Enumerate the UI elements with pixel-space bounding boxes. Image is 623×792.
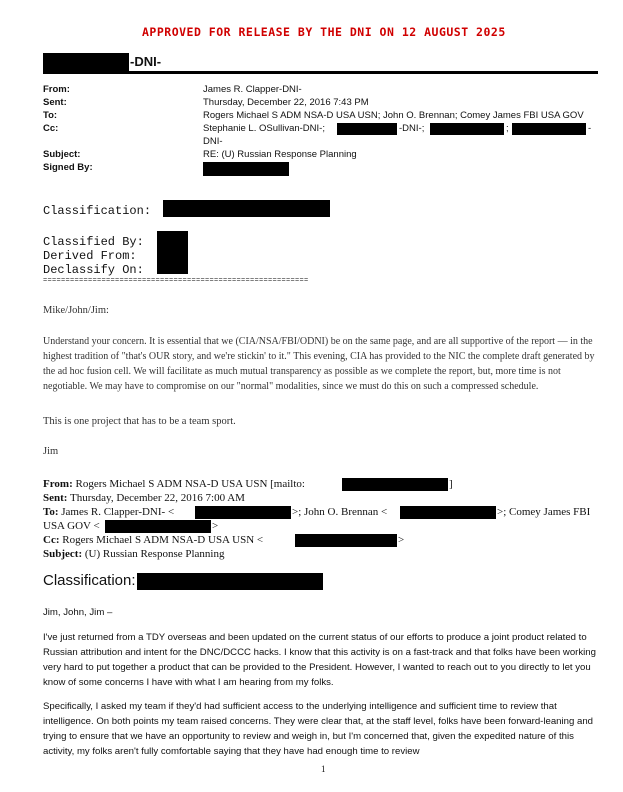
fwd-from-value: Rogers Michael S ADM NSA-D USA USN [mailto: — [75, 478, 305, 490]
fwd-to-value-1: James R. Clapper-DNI- < — [61, 506, 175, 518]
message-paragraph-1: I've just returned from a TDY overseas and been updated on the current status of our efforts to produce a joint product related to Russian attribution and intent for the DNC/DCCC hacks. I know that this activity is on a fast-track and that folks have been working very hard to put together a product that can be provided to the President. However, I wanted to reach out to you directly to let you know of some concerns I have with what I am hearing from my folks. — [43, 632, 596, 688]
fwd-cc-line — [43, 534, 263, 546]
fwd-subject-label: Subject: — [43, 548, 83, 560]
cc-value-part2: -DNI-; — [399, 123, 425, 134]
fwd-from-line — [43, 478, 305, 490]
fwd-to-label: To: — [43, 506, 59, 518]
subject-label: Subject: — [43, 149, 81, 160]
cc-value-part1: Stephanie L. OSullivan-DNI-; — [203, 123, 325, 134]
header-rule — [43, 71, 598, 74]
redacted-fwd-cc — [295, 534, 397, 547]
message-greeting: Jim, John, Jim – — [43, 607, 113, 618]
redacted-declassify-on — [157, 259, 188, 274]
fwd-sent-line — [43, 492, 245, 504]
redacted-fwd-classification — [137, 573, 323, 590]
redacted-classified-by — [157, 231, 188, 246]
to-value: Rogers Michael S ADM NSA-D USA USN; John O. Brennan; Comey James FBI USA GOV — [203, 110, 584, 121]
redacted-cc-1 — [337, 123, 397, 135]
release-banner: APPROVED FOR RELEASE BY THE DNI ON 12 AUGUST 2025 — [142, 25, 506, 39]
redacted-cc-3 — [512, 123, 586, 135]
fwd-classification-label: Classification: — [43, 572, 136, 589]
fwd-to-line2-b: > — [212, 520, 219, 532]
redacted-signer — [203, 162, 289, 176]
to-label: To: — [43, 110, 58, 121]
fwd-from-close: ] — [449, 478, 453, 490]
redacted-derived-from — [157, 245, 188, 260]
redacted-cc-2 — [430, 123, 504, 135]
sender-header-suffix: -DNI- — [130, 54, 162, 69]
fwd-to-value-2: >; John O. Brennan < — [292, 506, 388, 518]
derived-from-label: Derived From: — [43, 249, 137, 263]
fwd-to-line2-a: USA GOV < — [43, 520, 100, 532]
cc-value-line2: DNI- — [203, 136, 223, 147]
page-number: 1 — [321, 764, 326, 774]
fwd-cc-label: Cc: — [43, 534, 60, 546]
redacted-fwd-to-2 — [400, 506, 496, 519]
from-value: James R. Clapper-DNI- — [203, 84, 302, 95]
reply-closing-line: This is one project that has to be a team sport. — [43, 416, 236, 427]
fwd-sent-label: Sent: — [43, 492, 68, 504]
fwd-subject-line — [43, 548, 225, 560]
redacted-fwd-to-1 — [195, 506, 291, 519]
message-paragraph-2: Specifically, I asked my team if they'd had sufficient access to the underlying intelligence and sufficient time to review that intelligence. On both points my team raised concerns. They were clear that, at the staff level, folks have been forward-leaning and trying to ensure that we have an opportunity to review and weigh in, but I'm concerned that, given the expedited nature of this activity, my folks aren't fully comfortable saying that they have had enough time to review — [43, 701, 593, 757]
classified-by-label: Classified By: — [43, 235, 144, 249]
subject-value: RE: (U) Russian Response Planning — [203, 149, 357, 160]
redacted-fwd-to-3 — [105, 520, 211, 533]
fwd-to-value-3: >; Comey James FBI — [497, 506, 591, 518]
redacted-fwd-from-email — [342, 478, 448, 491]
sent-value: Thursday, December 22, 2016 7:43 PM — [203, 97, 369, 108]
cc-label: Cc: — [43, 123, 59, 134]
signed-by-label: Signed By: — [43, 162, 93, 173]
reply-body: Understand your concern. It is essential that we (CIA/NSA/FBI/ODNI) be on the same page, and are all supportive of the report — in the highest tradition of "that's OUR story, and we're stickin' to it." This evening, CIA has provided to the NIC the complete draft generated by the ad hoc fusion cell. We will facilitate as much mutual transparency as possible as we complete the report, but, more time is not negotiable. We may have to compromise on our "normal" modalities, since we must do this on such a compressed schedule. — [43, 336, 595, 392]
fwd-sent-value: Thursday, December 22, 2016 7:00 AM — [70, 492, 245, 504]
cc-value-part3: ; — [506, 123, 509, 134]
classification-label: Classification: — [43, 204, 152, 218]
fwd-to-line — [43, 506, 174, 518]
reply-salutation: Mike/John/Jim: — [43, 305, 109, 316]
redacted-sender-name — [43, 53, 129, 71]
fwd-subject-value: (U) Russian Response Planning — [84, 548, 225, 560]
from-label: From: — [43, 84, 70, 95]
classification-rule: =========================================================== — [43, 277, 309, 285]
fwd-from-label: From: — [43, 478, 73, 490]
fwd-cc-value-2: > — [398, 534, 405, 546]
cc-value-part4: - — [588, 123, 592, 134]
sent-label: Sent: — [43, 97, 67, 108]
reply-signoff: Jim — [43, 446, 59, 457]
fwd-cc-value-1: Rogers Michael S ADM NSA-D USA USN < — [62, 534, 264, 546]
declassify-on-label: Declassify On: — [43, 263, 144, 277]
redacted-classification — [163, 200, 330, 217]
